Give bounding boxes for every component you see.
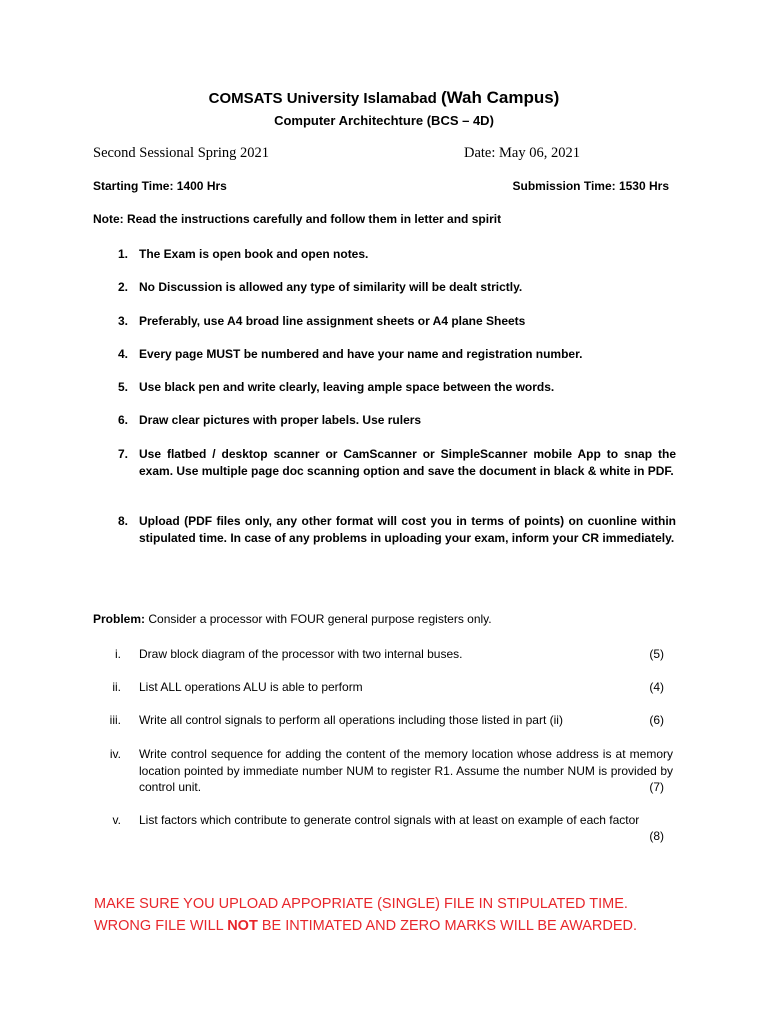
question-number: i.: [115, 647, 121, 661]
list-number: 7.: [117, 447, 128, 461]
list-number: 2.: [117, 280, 128, 294]
document-title: [0, 88, 768, 108]
note-line: [93, 212, 501, 226]
warning-line-1: MAKE SURE YOU UPLOAD APPOPRIATE (SINGLE) FILE IN STIPULATED TIME.: [94, 896, 628, 912]
campus-name: (Wah Campus): [440, 88, 560, 107]
problem-statement: [93, 612, 492, 626]
list-text: Draw clear pictures with proper labels. Use rulers: [139, 413, 422, 427]
warning-line-2: [94, 916, 637, 936]
list-number: 4.: [117, 347, 128, 361]
question-marks: (8): [649, 829, 664, 843]
question-text: List ALL operations ALU is able to perform: [139, 680, 363, 694]
exam-date: Date: May 06, 2021: [464, 145, 580, 161]
list-text: Preferably, use A4 broad line assignment sheets or A4 plane Sheets: [139, 314, 526, 328]
warning-text: WRONG FILE WILL: [94, 918, 228, 934]
list-text: Use black pen and write clearly, leaving ample space between the words.: [139, 380, 555, 394]
question-marks: (4): [649, 680, 664, 694]
list-number: 5.: [117, 380, 128, 394]
list-text: No Discussion is allowed any type of similarity will be dealt strictly.: [139, 280, 523, 294]
list-text: The Exam is open book and open notes.: [139, 247, 369, 261]
session-label: Second Sessional Spring 2021: [93, 145, 270, 161]
list-number: 1.: [117, 247, 128, 261]
problem-text: Consider a processor with FOUR general purpose registers only.: [145, 612, 492, 626]
question-number: v.: [112, 813, 121, 827]
submission-time: Submission Time: 1530 Hrs: [512, 179, 669, 193]
list-text: Every page MUST be numbered and have your name and registration number.: [139, 347, 583, 361]
question-text: Write control sequence for adding the content of the memory location whose address is at memory location pointed by immediate number NUM to register R1. Assume the number NUM is provided by control unit.: [139, 747, 673, 794]
list-number: 6.: [117, 413, 128, 427]
note-text: Read the instructions carefully and follow them in letter and spirit: [123, 212, 502, 226]
note-label: Note:: [93, 212, 124, 226]
question-text: Write all control signals to perform all operations including those listed in part (ii): [139, 713, 563, 727]
list-number: 3.: [117, 314, 128, 328]
question-text: List factors which contribute to generate control signals with at least on example of each factor: [139, 813, 640, 827]
question-text: Draw block diagram of the processor with two internal buses.: [139, 647, 463, 661]
problem-label: Problem:: [93, 612, 146, 626]
course-title: Computer Architechture (BCS – 4D): [274, 113, 494, 128]
question-number: iii.: [109, 713, 121, 727]
university-name: COMSATS University Islamabad: [208, 90, 437, 107]
question-marks: (5): [649, 647, 664, 661]
question-marks: (7): [649, 780, 664, 794]
warning-emphasis: NOT: [227, 918, 258, 934]
question-number: ii.: [112, 680, 121, 694]
list-number: 8.: [117, 514, 128, 528]
start-time: Starting Time: 1400 Hrs: [93, 179, 227, 193]
list-text: Use flatbed / desktop scanner or CamScanner or SimpleScanner mobile App to snap the exam. Use multiple page doc scanning option and save the document in black & white in PDF.: [139, 447, 676, 478]
question-number: iv.: [109, 747, 121, 761]
list-text: Upload (PDF files only, any other format will cost you in terms of points) on cuonline within stipulated time. In case of any problems in uploading your exam, inform your CR immediately.: [139, 514, 676, 545]
question-marks: (6): [649, 713, 664, 727]
warning-text: BE INTIMATED AND ZERO MARKS WILL BE AWARDED.: [257, 918, 638, 934]
